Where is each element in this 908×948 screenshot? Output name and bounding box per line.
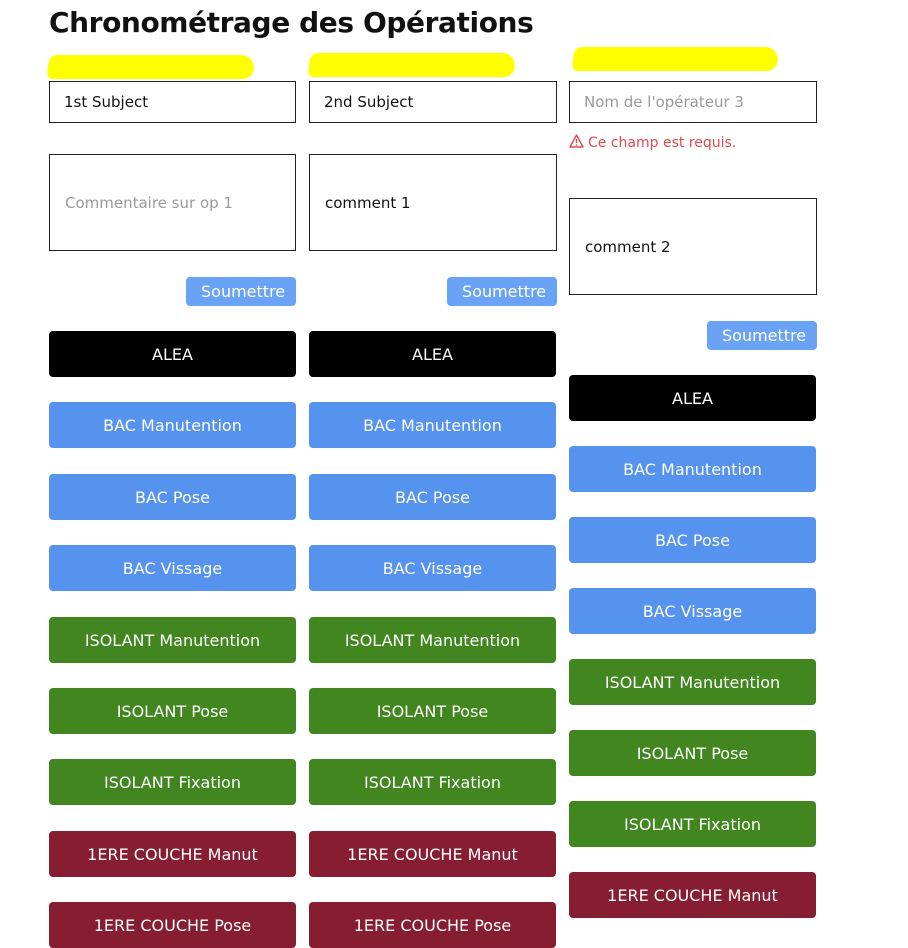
alea-button-1[interactable]: ALEA: [49, 331, 296, 377]
isolant-pose-button-1[interactable]: ISOLANT Pose: [49, 688, 296, 734]
highlight-mark-2: [308, 53, 517, 77]
isolant-pose-button-2[interactable]: ISOLANT Pose: [309, 688, 556, 734]
operator-name-input-2[interactable]: [309, 81, 557, 123]
comment-field-2[interactable]: [309, 154, 557, 251]
alea-button-2[interactable]: ALEA: [309, 331, 556, 377]
1ere-couche-pose-button-1[interactable]: 1ERE COUCHE Pose: [49, 902, 296, 948]
bac-pose-button-2[interactable]: BAC Pose: [309, 474, 556, 520]
bac-vissage-button-1[interactable]: BAC Vissage: [49, 545, 296, 591]
isolant-pose-button-3[interactable]: ISOLANT Pose: [569, 730, 816, 776]
bac-manutention-button-3[interactable]: BAC Manutention: [569, 446, 816, 492]
submit-button-1[interactable]: Soumettre: [186, 277, 296, 306]
isolant-manutention-button-2[interactable]: ISOLANT Manutention: [309, 617, 556, 663]
isolant-fixation-button-2[interactable]: ISOLANT Fixation: [309, 759, 556, 805]
isolant-fixation-button-3[interactable]: ISOLANT Fixation: [569, 801, 816, 847]
comment-field-3[interactable]: [569, 198, 817, 295]
isolant-fixation-button-1[interactable]: ISOLANT Fixation: [49, 759, 296, 805]
highlight-mark-1: [47, 55, 256, 79]
warning-icon: [569, 134, 584, 152]
isolant-manutention-button-3[interactable]: ISOLANT Manutention: [569, 659, 816, 705]
page-title: Chronométrage des Opérations: [49, 6, 534, 39]
alea-button-3[interactable]: ALEA: [569, 375, 816, 421]
bac-vissage-button-3[interactable]: BAC Vissage: [569, 588, 816, 634]
bac-manutention-button-1[interactable]: BAC Manutention: [49, 402, 296, 448]
error-text: Ce champ est requis.: [588, 135, 737, 151]
bac-pose-button-1[interactable]: BAC Pose: [49, 474, 296, 520]
error-message: [569, 134, 736, 152]
submit-button-2[interactable]: Soumettre: [447, 277, 557, 306]
submit-button-3[interactable]: Soumettre: [707, 321, 817, 350]
isolant-manutention-button-1[interactable]: ISOLANT Manutention: [49, 617, 296, 663]
highlight-mark-3: [572, 47, 780, 71]
1ere-couche-manut-button-3[interactable]: 1ERE COUCHE Manut: [569, 872, 816, 918]
comment-field-1[interactable]: [49, 154, 296, 251]
operator-name-input-1[interactable]: [49, 81, 296, 123]
bac-pose-button-3[interactable]: BAC Pose: [569, 517, 816, 563]
operator-name-input-3[interactable]: [569, 81, 817, 123]
bac-manutention-button-2[interactable]: BAC Manutention: [309, 402, 556, 448]
1ere-couche-manut-button-2[interactable]: 1ERE COUCHE Manut: [309, 831, 556, 877]
1ere-couche-pose-button-2[interactable]: 1ERE COUCHE Pose: [309, 902, 556, 948]
1ere-couche-manut-button-1[interactable]: 1ERE COUCHE Manut: [49, 831, 296, 877]
bac-vissage-button-2[interactable]: BAC Vissage: [309, 545, 556, 591]
